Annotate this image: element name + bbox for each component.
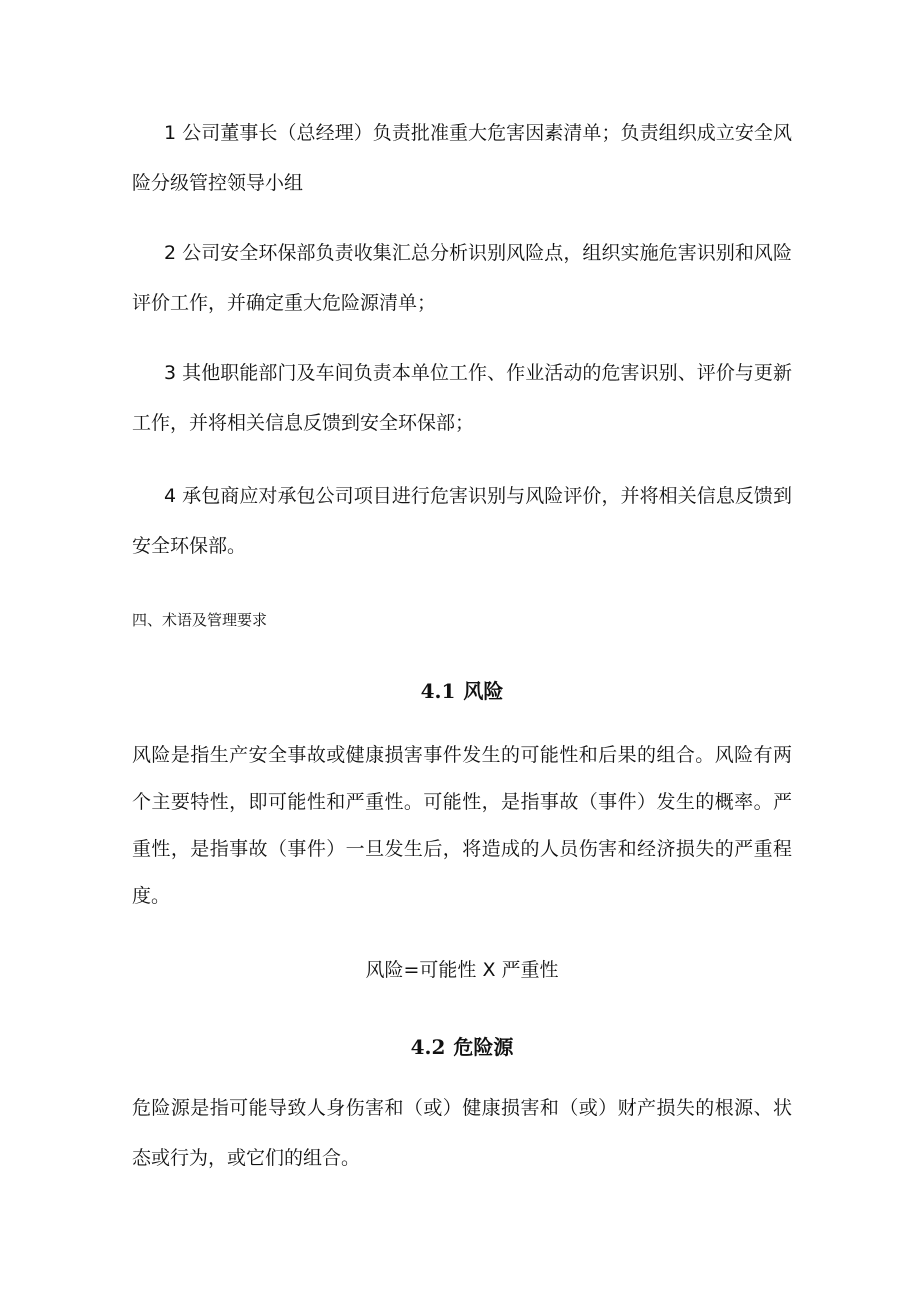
hazard-heading-number: 4.2 <box>410 1035 446 1059</box>
hazard-heading-title: 危险源 <box>453 1035 514 1059</box>
responsibility-item-2: 2 公司安全环保部负责收集汇总分析识别风险点，组织实施危害识别和风险评价工作，并确定重大危险源清单； <box>132 242 792 314</box>
risk-heading-number: 4.1 <box>420 679 456 703</box>
responsibility-item-4: 4 承包商应对承包公司项目进行危害识别与风险评价，并将相关信息反馈到安全环保部。 <box>132 485 792 557</box>
hazard-definition: 危险源是指可能导致人身伤害和（或）健康损害和（或）财产损失的根源、状态或行为，或它们的组合。 <box>132 1097 792 1169</box>
risk-formula: 风险=可能性 X 严重性 <box>365 959 559 981</box>
responsibility-item-3: 3 其他职能部门及车间负责本单位工作、作业活动的危害识别、评价与更新工作，并将相关信息反馈到安全环保部； <box>132 362 792 434</box>
responsibility-item-1: 1 公司董事长（总经理）负责批准重大危害因素清单；负责组织成立安全风险分级管控领导小组 <box>132 122 792 194</box>
risk-definition: 风险是指生产安全事故或健康损害事件发生的可能性和后果的组合。风险有两个主要特性，即可能性和严重性。可能性，是指事故（事件）发生的概率。严重性，是指事故（事件）一旦发生后，将造成的人员伤害和经济损失的严重程度。 <box>132 744 792 907</box>
section-title: 四、术语及管理要求 <box>132 611 268 629</box>
hazard-heading <box>132 1030 792 1064</box>
risk-heading <box>132 674 792 708</box>
risk-heading-title: 风险 <box>463 679 504 703</box>
